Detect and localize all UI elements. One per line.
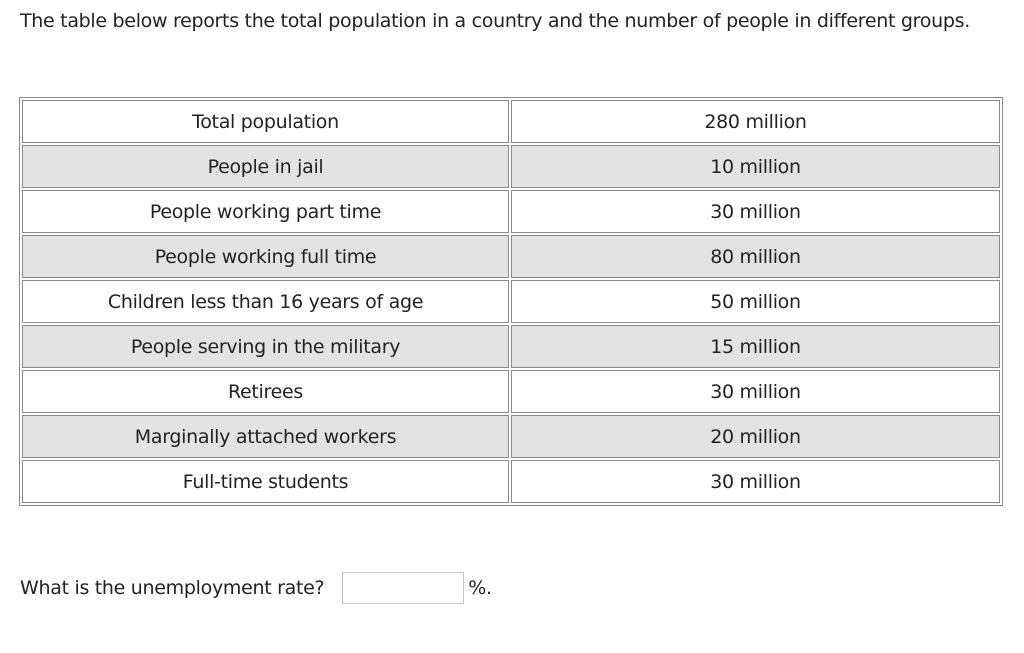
table-row [22,190,1000,233]
row-value: 10 million [511,145,1000,188]
table-row [22,460,1000,503]
unemployment-rate-input[interactable] [342,572,464,604]
percent-unit: %. [468,577,492,599]
row-label: Retirees [22,370,509,413]
table-row [22,235,1000,278]
question-text: What is the unemployment rate? [20,577,325,599]
table-row [22,415,1000,458]
row-label: People working full time [22,235,509,278]
population-table [19,97,1003,506]
row-label: Total population [22,100,509,143]
table-row [22,100,1000,143]
intro-text: The table below reports the total population in a country and the number of people in different groups. [20,10,970,32]
row-label: Full-time students [22,460,509,503]
row-label: People working part time [22,190,509,233]
row-value: 280 million [511,100,1000,143]
row-value: 20 million [511,415,1000,458]
row-value: 50 million [511,280,1000,323]
row-value: 30 million [511,190,1000,233]
table-row [22,145,1000,188]
row-value: 15 million [511,325,1000,368]
row-label: People in jail [22,145,509,188]
row-value: 30 million [511,370,1000,413]
row-label: Children less than 16 years of age [22,280,509,323]
row-value: 80 million [511,235,1000,278]
row-value: 30 million [511,460,1000,503]
table-row [22,370,1000,413]
row-label: People serving in the military [22,325,509,368]
question-row [20,570,492,606]
row-label: Marginally attached workers [22,415,509,458]
table-row [22,325,1000,368]
table-row [22,280,1000,323]
